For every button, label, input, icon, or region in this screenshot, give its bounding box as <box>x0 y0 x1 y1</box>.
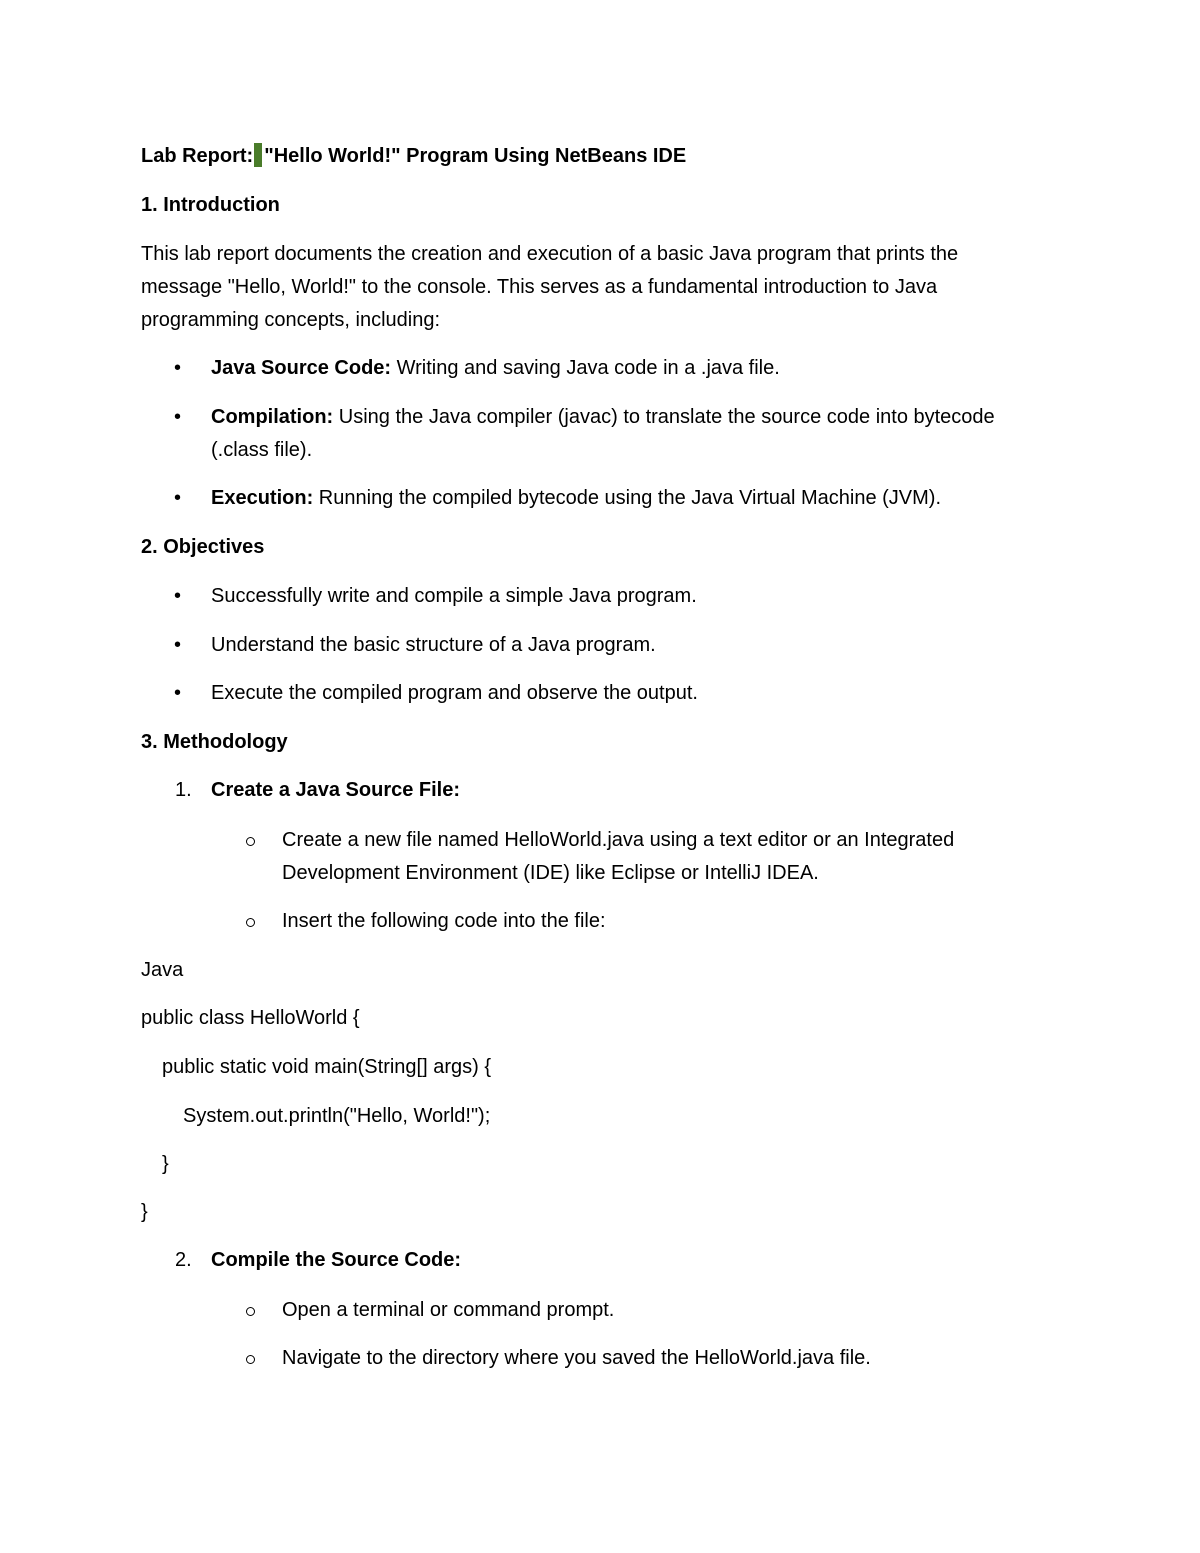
highlight-marker <box>254 143 262 167</box>
intro-paragraph-line: This lab report documents the creation and execution of a basic Java program that prints the <box>141 243 959 265</box>
bullet-continuation: (.class file). <box>211 439 313 461</box>
step-subitem: Create a new file named HelloWorld.java using a text editor or an Integrated <box>282 829 955 851</box>
step-subitem-continuation: Development Environment (IDE) like Eclipse or IntelliJ IDEA. <box>282 862 819 884</box>
bullet-icon: • <box>174 634 182 656</box>
objective-item: Successfully write and compile a simple Java program. <box>211 585 697 607</box>
code-language-label: Java <box>141 959 184 981</box>
bullet-label: Compilation: <box>211 406 334 428</box>
heading-objectives: 2. Objectives <box>141 536 265 558</box>
step-label: Create a Java Source File: <box>211 779 461 801</box>
intro-paragraph-line: programming concepts, including: <box>141 309 441 331</box>
bullet-icon: • <box>174 406 182 428</box>
title-rest: "Hello World!" Program Using NetBeans IDE <box>264 145 687 167</box>
bullet-icon: • <box>174 585 182 607</box>
step-label: Compile the Source Code: <box>211 1249 462 1271</box>
bullet-text: Running the compiled bytecode using the Java Virtual Machine (JVM). <box>313 487 941 509</box>
bullet-label: Execution: <box>211 487 314 509</box>
step-subitem: Navigate to the directory where you saved the HelloWorld.java file. <box>282 1347 871 1369</box>
code-line: public class HelloWorld { <box>141 1007 360 1029</box>
code-line: System.out.println("Hello, World!"); <box>183 1105 491 1127</box>
step-subitem: Open a terminal or command prompt. <box>282 1299 615 1321</box>
document-title <box>141 143 686 169</box>
intro-paragraph-line: message "Hello, World!" to the console. This serves as a fundamental introduction to Java <box>141 276 938 298</box>
bullet-text: Using the Java compiler (javac) to translate the source code into bytecode <box>333 406 995 428</box>
circle-bullet-icon <box>246 1307 255 1316</box>
bullet-icon: • <box>174 487 182 509</box>
step-number: 1. <box>175 779 192 801</box>
heading-methodology: 3. Methodology <box>141 731 288 753</box>
bullet-text: Writing and saving Java code in a .java file. <box>391 357 780 379</box>
objective-item: Understand the basic structure of a Java program. <box>211 634 656 656</box>
intro-bullet <box>211 404 995 430</box>
bullet-icon: • <box>174 682 182 704</box>
bullet-icon: • <box>174 357 182 379</box>
code-line: } <box>141 1201 148 1223</box>
intro-bullet <box>211 485 941 511</box>
heading-introduction: 1. Introduction <box>141 194 280 216</box>
circle-bullet-icon <box>246 918 255 927</box>
circle-bullet-icon <box>246 837 255 846</box>
objective-item: Execute the compiled program and observe the output. <box>211 682 698 704</box>
circle-bullet-icon <box>246 1355 255 1364</box>
code-line: } <box>162 1153 169 1175</box>
step-number: 2. <box>175 1249 192 1271</box>
intro-bullet <box>211 355 780 381</box>
title-prefix: Lab Report: <box>141 145 254 167</box>
bullet-label: Java Source Code: <box>211 357 392 379</box>
code-line: public static void main(String[] args) { <box>162 1056 492 1078</box>
step-subitem: Insert the following code into the file: <box>282 910 606 932</box>
